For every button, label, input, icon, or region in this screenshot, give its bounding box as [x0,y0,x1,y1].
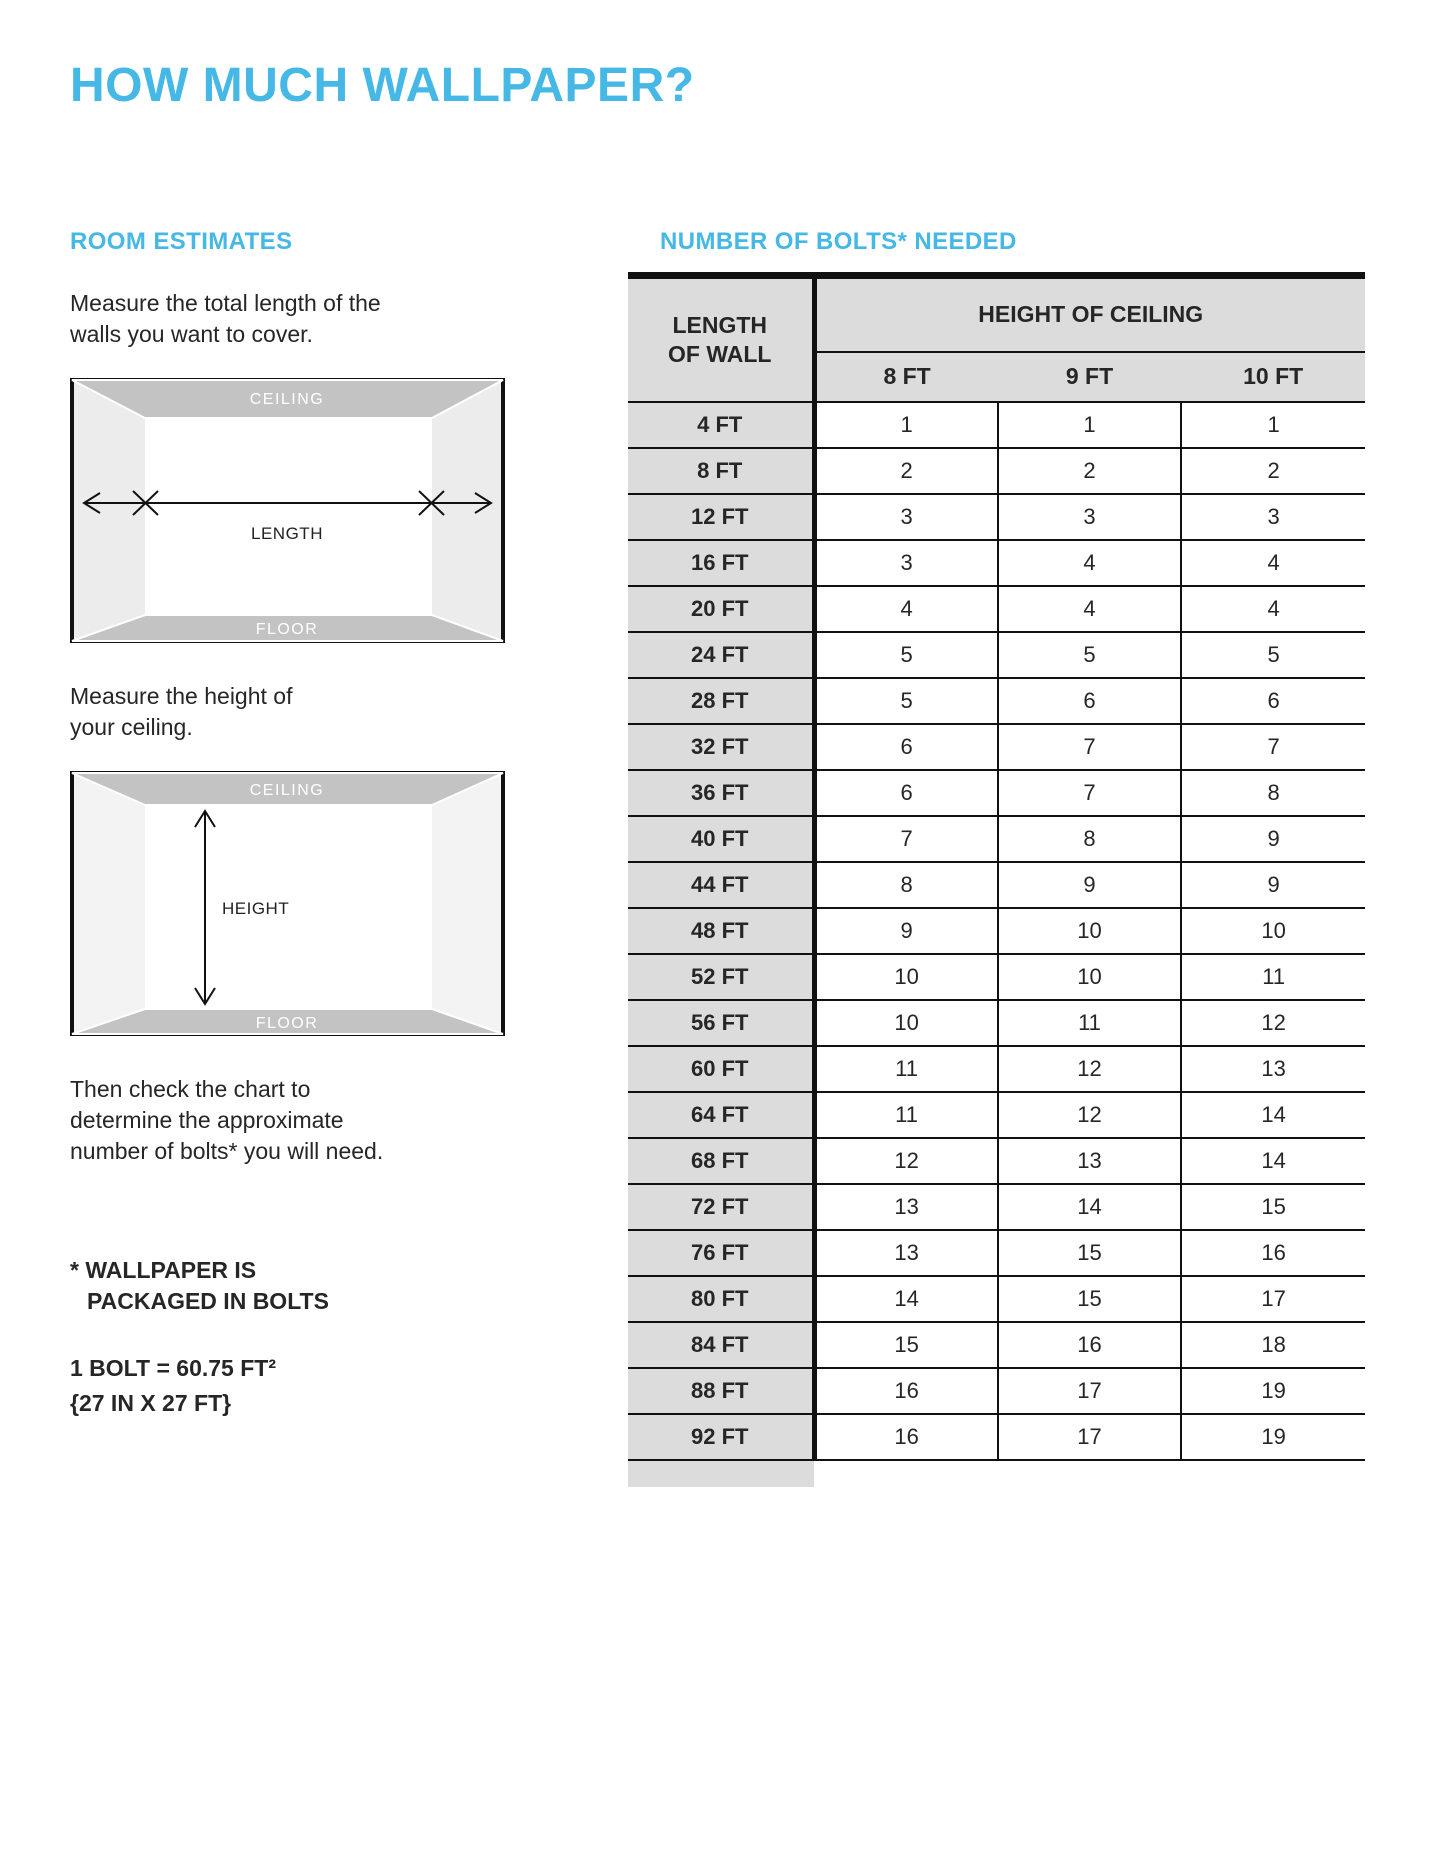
bolt-count-cell: 19 [1181,1368,1365,1414]
wall-length-cell: 8 FT [628,448,814,494]
height-of-ceiling-header: HEIGHT OF CEILING [814,276,1365,352]
bolt-count-cell: 17 [998,1414,1182,1460]
wall-length-cell: 44 FT [628,862,814,908]
bolt-count-cell: 1 [1181,402,1365,448]
ceiling-height-subheader: 10 FT [1181,352,1365,402]
table-row [628,1046,1365,1092]
wall-length-cell: 40 FT [628,816,814,862]
bolt-count-cell: 14 [998,1184,1182,1230]
bolt-count-cell: 8 [998,816,1182,862]
bolt-count-cell: 15 [998,1230,1182,1276]
bolt-count-cell: 5 [998,632,1182,678]
bolt-size-line2: {27 IN X 27 FT} [70,1389,232,1416]
bolt-count-cell: 9 [1181,862,1365,908]
wall-length-cell: 4 FT [628,402,814,448]
bolt-count-cell: 8 [1181,770,1365,816]
bolt-count-cell: 12 [998,1092,1182,1138]
ceiling-height-subheader: 9 FT [998,352,1182,402]
height-measure-label: HEIGHT [222,899,290,919]
wall-length-cell: 20 FT [628,586,814,632]
bolt-count-cell: 15 [1181,1184,1365,1230]
bolt-count-cell: 3 [1181,494,1365,540]
footnote-line2: PACKAGED IN BOLTS [87,1288,329,1315]
bolt-count-cell: 14 [1181,1092,1365,1138]
bolt-count-cell: 5 [1181,632,1365,678]
bolt-count-cell: 6 [998,678,1182,724]
bolt-count-cell: 11 [998,1000,1182,1046]
bolt-count-cell: 6 [814,770,998,816]
wall-length-cell: 60 FT [628,1046,814,1092]
table-row [628,448,1365,494]
bolt-count-cell: 16 [998,1322,1182,1368]
bolt-count-cell: 9 [998,862,1182,908]
length-of-wall-header-text: LENGTH OF WALL [668,312,772,367]
room-estimates-section [70,228,530,1420]
table-row [628,1092,1365,1138]
bolt-count-cell: 1 [814,402,998,448]
table-row [628,494,1365,540]
wall-length-cell: 48 FT [628,908,814,954]
wall-length-cell: 12 FT [628,494,814,540]
footer-spacer-blank [814,1460,998,1487]
ceiling-height-subheader: 8 FT [814,352,998,402]
table-row [628,1276,1365,1322]
room-length-diagram [70,378,505,643]
bolt-count-cell: 19 [1181,1414,1365,1460]
bolt-count-cell: 7 [998,724,1182,770]
table-row [628,678,1365,724]
footer-spacer-blank [998,1460,1182,1487]
wall-length-cell: 88 FT [628,1368,814,1414]
length-of-wall-header [628,276,814,402]
table-row [628,1368,1365,1414]
table-row [628,540,1365,586]
wall-length-cell: 64 FT [628,1092,814,1138]
bolt-count-cell: 4 [1181,540,1365,586]
room-height-diagram [70,771,505,1036]
bolt-count-cell: 6 [1181,678,1365,724]
bolt-count-cell: 16 [814,1368,998,1414]
wall-length-cell: 92 FT [628,1414,814,1460]
bolt-count-cell: 10 [814,1000,998,1046]
table-row [628,816,1365,862]
table-row [628,954,1365,1000]
bolt-count-cell: 12 [814,1138,998,1184]
table-footer-spacer [628,1460,1365,1487]
bolt-count-cell: 5 [814,678,998,724]
bolt-count-cell: 11 [814,1092,998,1138]
bolt-count-cell: 1 [998,402,1182,448]
bolt-count-cell: 7 [1181,724,1365,770]
bolt-count-cell: 8 [814,862,998,908]
room-estimates-heading: ROOM ESTIMATES [70,228,293,255]
wall-length-cell: 76 FT [628,1230,814,1276]
table-row [628,770,1365,816]
table-row [628,862,1365,908]
bolt-count-cell: 17 [1181,1276,1365,1322]
ceiling-label: CEILING [249,391,325,409]
table-row [628,1322,1365,1368]
bolt-count-cell: 18 [1181,1322,1365,1368]
bolt-size-info [70,1351,530,1420]
length-measure-label: LENGTH [251,524,323,544]
instruction-measure-length: Measure the total length of the walls you want to cover. [70,290,381,348]
wall-length-cell: 24 FT [628,632,814,678]
bolt-count-cell: 15 [814,1322,998,1368]
wall-length-cell: 68 FT [628,1138,814,1184]
bolt-count-cell: 14 [1181,1138,1365,1184]
table-row [628,908,1365,954]
table-row [628,1184,1365,1230]
wall-length-cell: 36 FT [628,770,814,816]
bolt-count-cell: 2 [998,448,1182,494]
table-row [628,586,1365,632]
wall-length-cell: 28 FT [628,678,814,724]
instruction-measure-height: Measure the height of your ceiling. [70,683,293,741]
table-row [628,724,1365,770]
wall-length-cell: 52 FT [628,954,814,1000]
bolt-count-cell: 9 [814,908,998,954]
bolt-count-cell: 9 [1181,816,1365,862]
wall-length-cell: 84 FT [628,1322,814,1368]
wallpaper-bolts-footnote [70,1255,530,1317]
ceiling-label: CEILING [249,782,325,800]
bolt-count-cell: 10 [1181,908,1365,954]
bolt-count-cell: 3 [998,494,1182,540]
wall-length-cell: 32 FT [628,724,814,770]
table-row [628,1414,1365,1460]
bolt-count-cell: 15 [998,1276,1182,1322]
floor-label: FLOOR [255,621,319,639]
footnote-line1: * WALLPAPER IS [70,1257,257,1284]
bolt-count-cell: 11 [1181,954,1365,1000]
bolt-count-cell: 17 [998,1368,1182,1414]
bolt-count-cell: 4 [998,586,1182,632]
floor-label: FLOOR [255,1015,319,1033]
bolt-count-cell: 12 [1181,1000,1365,1046]
bolt-count-cell: 13 [814,1230,998,1276]
bolt-count-cell: 14 [814,1276,998,1322]
bolt-count-cell: 4 [1181,586,1365,632]
bolts-table-body [628,402,1365,1487]
bolt-count-cell: 10 [814,954,998,1000]
bolt-count-cell: 12 [998,1046,1182,1092]
wall-length-cell: 56 FT [628,1000,814,1046]
bolt-count-cell: 7 [998,770,1182,816]
bolts-table-section [628,228,1365,1487]
bolt-count-cell: 3 [814,494,998,540]
wall-length-cell: 80 FT [628,1276,814,1322]
wall-length-cell: 16 FT [628,540,814,586]
bolt-count-cell: 13 [1181,1046,1365,1092]
bolts-needed-heading: NUMBER OF BOLTS* NEEDED [660,228,1017,255]
bolt-count-cell: 16 [1181,1230,1365,1276]
table-row [628,1000,1365,1046]
bolt-count-cell: 10 [998,908,1182,954]
table-row [628,402,1365,448]
footer-spacer-blank [1181,1460,1365,1487]
bolt-count-cell: 11 [814,1046,998,1092]
table-row [628,632,1365,678]
bolt-count-cell: 16 [814,1414,998,1460]
bolt-count-cell: 4 [998,540,1182,586]
wall-length-cell: 72 FT [628,1184,814,1230]
table-header-row [628,276,1365,352]
table-row [628,1138,1365,1184]
back-wall [145,418,432,615]
table-row [628,1230,1365,1276]
instruction-check-chart: Then check the chart to determine the approximate number of bolts* you will need. [70,1076,384,1165]
bolt-count-cell: 2 [1181,448,1365,494]
bolt-size-line1: 1 BOLT = 60.75 FT² [70,1355,276,1382]
bolts-table [628,272,1365,1487]
bolt-count-cell: 3 [814,540,998,586]
footer-spacer-cell [628,1460,814,1487]
bolt-count-cell: 10 [998,954,1182,1000]
bolt-count-cell: 13 [998,1138,1182,1184]
bolt-count-cell: 4 [814,586,998,632]
bolt-count-cell: 13 [814,1184,998,1230]
page-title: HOW MUCH WALLPAPER? [70,59,695,112]
bolt-count-cell: 7 [814,816,998,862]
bolt-count-cell: 2 [814,448,998,494]
bolt-count-cell: 5 [814,632,998,678]
bolt-count-cell: 6 [814,724,998,770]
